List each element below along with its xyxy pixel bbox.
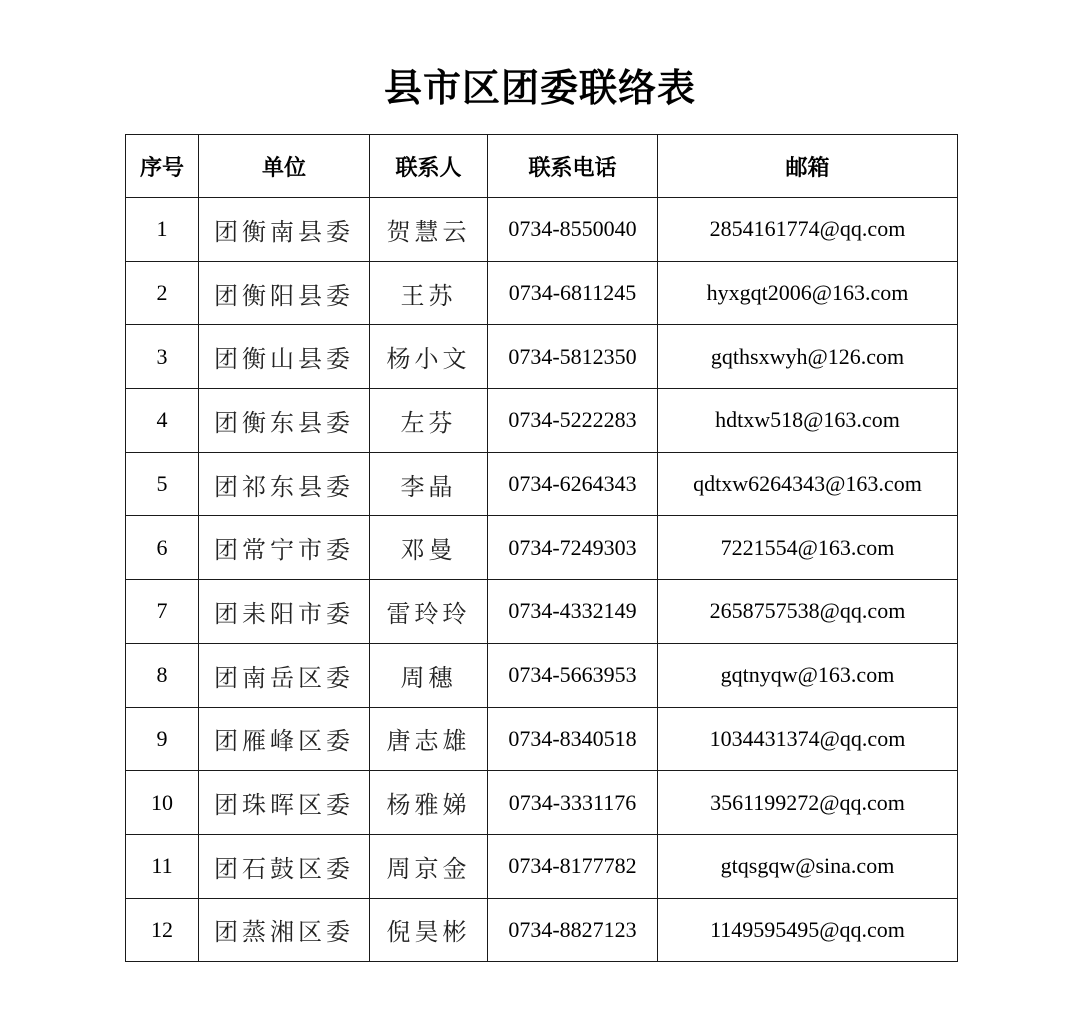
row-phone: 0734-5663953: [488, 643, 658, 707]
row-index: 7: [126, 580, 199, 644]
row-unit: 团蒸湘区委: [199, 898, 370, 962]
table-row: [126, 580, 958, 644]
row-unit: 团衡南县委: [199, 198, 370, 262]
row-contact: 倪昊彬: [370, 898, 488, 962]
row-index: 8: [126, 643, 199, 707]
row-contact: 左芬: [370, 389, 488, 453]
row-unit: 团雁峰区委: [199, 707, 370, 771]
row-phone: 0734-8827123: [488, 898, 658, 962]
header-index: 序号: [126, 135, 199, 198]
table-row: [126, 707, 958, 771]
table-header-row: [126, 135, 958, 198]
row-phone: 0734-7249303: [488, 516, 658, 580]
row-phone: 0734-4332149: [488, 580, 658, 644]
row-unit: 团衡东县委: [199, 389, 370, 453]
contact-table: [125, 134, 958, 962]
row-email: qdtxw6264343@163.com: [658, 452, 958, 516]
row-unit: 团南岳区委: [199, 643, 370, 707]
row-unit: 团衡阳县委: [199, 261, 370, 325]
header-unit: 单位: [199, 135, 370, 198]
row-contact: 唐志雄: [370, 707, 488, 771]
row-email: gqthsxwyh@126.com: [658, 325, 958, 389]
row-email: 1034431374@qq.com: [658, 707, 958, 771]
row-index: 4: [126, 389, 199, 453]
row-email: 2854161774@qq.com: [658, 198, 958, 262]
row-index: 11: [126, 834, 199, 898]
row-contact: 邓曼: [370, 516, 488, 580]
row-index: 10: [126, 771, 199, 835]
row-contact: 周穗: [370, 643, 488, 707]
row-phone: 0734-3331176: [488, 771, 658, 835]
row-email: 7221554@163.com: [658, 516, 958, 580]
row-index: 9: [126, 707, 199, 771]
row-phone: 0734-8550040: [488, 198, 658, 262]
row-unit: 团珠晖区委: [199, 771, 370, 835]
row-index: 6: [126, 516, 199, 580]
row-email: gqtnyqw@163.com: [658, 643, 958, 707]
row-email: 1149595495@qq.com: [658, 898, 958, 962]
row-email: 2658757538@qq.com: [658, 580, 958, 644]
row-contact: 李晶: [370, 452, 488, 516]
row-phone: 0734-8340518: [488, 707, 658, 771]
row-index: 5: [126, 452, 199, 516]
row-unit: 团耒阳市委: [199, 580, 370, 644]
table-row: [126, 898, 958, 962]
table-row: [126, 516, 958, 580]
row-index: 2: [126, 261, 199, 325]
row-email: hyxgqt2006@163.com: [658, 261, 958, 325]
row-phone: 0734-5222283: [488, 389, 658, 453]
table-row: [126, 389, 958, 453]
row-contact: 杨小文: [370, 325, 488, 389]
header-phone: 联系电话: [488, 135, 658, 198]
row-email: 3561199272@qq.com: [658, 771, 958, 835]
row-phone: 0734-5812350: [488, 325, 658, 389]
row-unit: 团常宁市委: [199, 516, 370, 580]
table-row: [126, 198, 958, 262]
row-email: gtqsgqw@sina.com: [658, 834, 958, 898]
row-phone: 0734-6811245: [488, 261, 658, 325]
row-index: 3: [126, 325, 199, 389]
row-unit: 团衡山县委: [199, 325, 370, 389]
row-unit: 团石鼓区委: [199, 834, 370, 898]
header-email: 邮箱: [658, 135, 958, 198]
row-phone: 0734-6264343: [488, 452, 658, 516]
row-contact: 雷玲玲: [370, 580, 488, 644]
row-index: 12: [126, 898, 199, 962]
page-title: 县市区团委联络表: [383, 66, 696, 110]
row-contact: 贺慧云: [370, 198, 488, 262]
table-row: [126, 261, 958, 325]
row-contact: 王苏: [370, 261, 488, 325]
row-phone: 0734-8177782: [488, 834, 658, 898]
row-email: hdtxw518@163.com: [658, 389, 958, 453]
table-row: [126, 834, 958, 898]
table-row: [126, 643, 958, 707]
table-row: [126, 452, 958, 516]
row-contact: 周京金: [370, 834, 488, 898]
row-index: 1: [126, 198, 199, 262]
table-row: [126, 325, 958, 389]
table-row: [126, 771, 958, 835]
row-unit: 团祁东县委: [199, 452, 370, 516]
row-contact: 杨雅娣: [370, 771, 488, 835]
header-contact: 联系人: [370, 135, 488, 198]
